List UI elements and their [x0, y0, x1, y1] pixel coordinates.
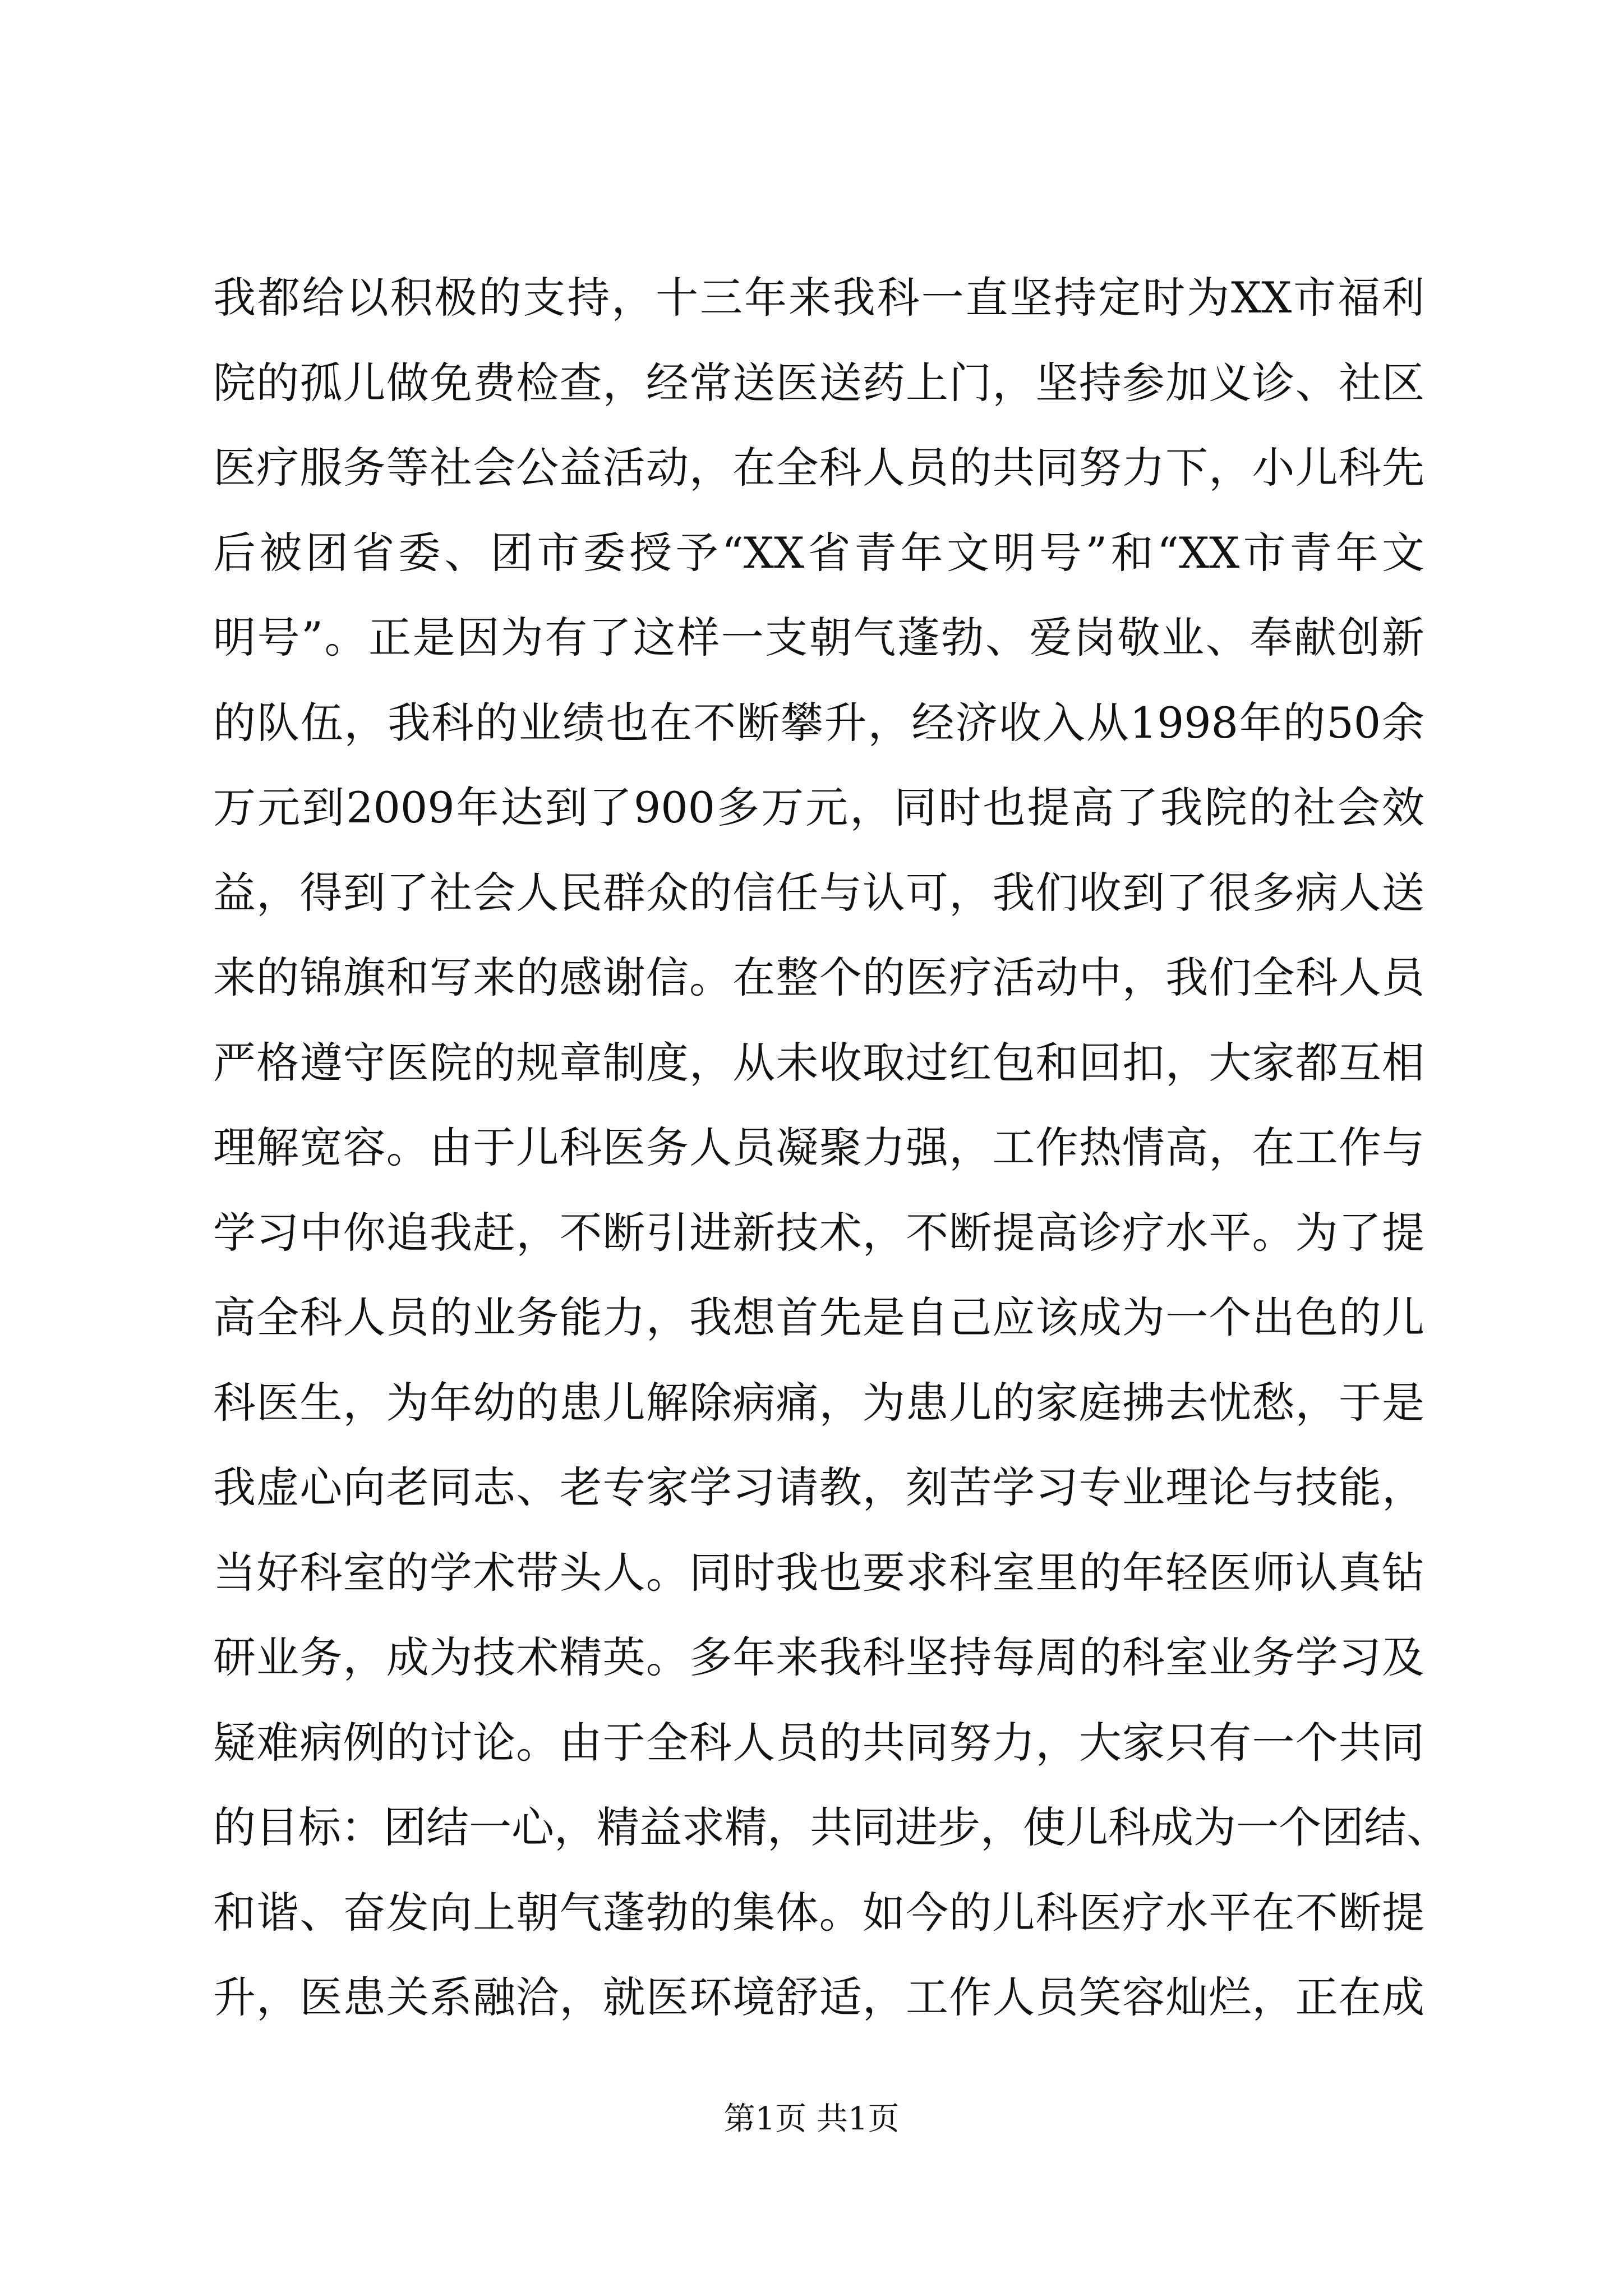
text-line-11: 理解宽容。由于儿科医务人员凝聚力强，工作热情高，在工作与	[213, 1122, 1424, 1172]
text-line-1: 我都给以积极的支持，十三年来我科一直坚持定时为XX市福利	[213, 273, 1424, 323]
text-line-10: 严格遵守医院的规章制度，从未收取过红包和回扣，大家都互相	[213, 1037, 1424, 1088]
text-line-3: 医疗服务等社会公益活动，在全科人员的共同努力下，小儿科先	[213, 443, 1424, 493]
text-line-21: 升，医患关系融洽，就医环境舒适，工作人员笑容灿烂，正在成	[213, 1972, 1424, 2022]
text-line-20: 和谐、奋发向上朝气蓬勃的集体。如今的儿科医疗水平在不断提	[213, 1887, 1424, 1938]
text-line-13: 高全科人员的业务能力，我想首先是自己应该成为一个出色的儿	[213, 1292, 1424, 1342]
text-line-2: 院的孤儿做免费检查，经常送医送药上门，坚持参加义诊、社区	[213, 357, 1424, 408]
text-line-5: 明号”。正是因为有了这样一支朝气蓬勃、爱岗敬业、奉献创新	[213, 613, 1424, 662]
text-line-6: 的队伍，我科的业绩也在不断攀升，经济收入从1998年的50余	[213, 697, 1424, 748]
text-line-8: 益，得到了社会人民群众的信任与认可，我们收到了很多病人送	[213, 867, 1424, 918]
text-line-14: 科医生，为年幼的患儿解除病痛，为患儿的家庭拂去忧愁，于是	[213, 1377, 1424, 1428]
text-line-17: 研业务，成为技术精英。多年来我科坚持每周的科室业务学习及	[213, 1632, 1424, 1682]
page-footer: 第1页 共1页	[723, 2101, 900, 2137]
text-line-12: 学习中你追我赶，不断引进新技术，不断提高诊疗水平。为了提	[213, 1207, 1424, 1258]
text-line-16: 当好科室的学术带头人。同时我也要求科室里的年轻医师认真钻	[213, 1547, 1424, 1598]
text-line-15: 我虚心向老同志、老专家学习请教，刻苦学习专业理论与技能，	[213, 1462, 1424, 1512]
body-text	[213, 255, 1449, 2040]
text-line-18: 疑难病例的讨论。由于全科人员的共同努力，大家只有一个共同	[213, 1717, 1424, 1768]
text-line-19: 的目标：团结一心，精益求精，共同进步，使儿科成为一个团结、	[213, 1802, 1449, 1852]
text-line-9: 来的锦旗和写来的感谢信。在整个的医疗活动中，我们全科人员	[213, 953, 1424, 1002]
text-line-7: 万元到2009年达到了900多万元，同时也提高了我院的社会效	[213, 783, 1424, 832]
text-line-4: 后被团省委、团市委授予“XX省青年文明号”和“XX市青年文	[213, 527, 1424, 578]
